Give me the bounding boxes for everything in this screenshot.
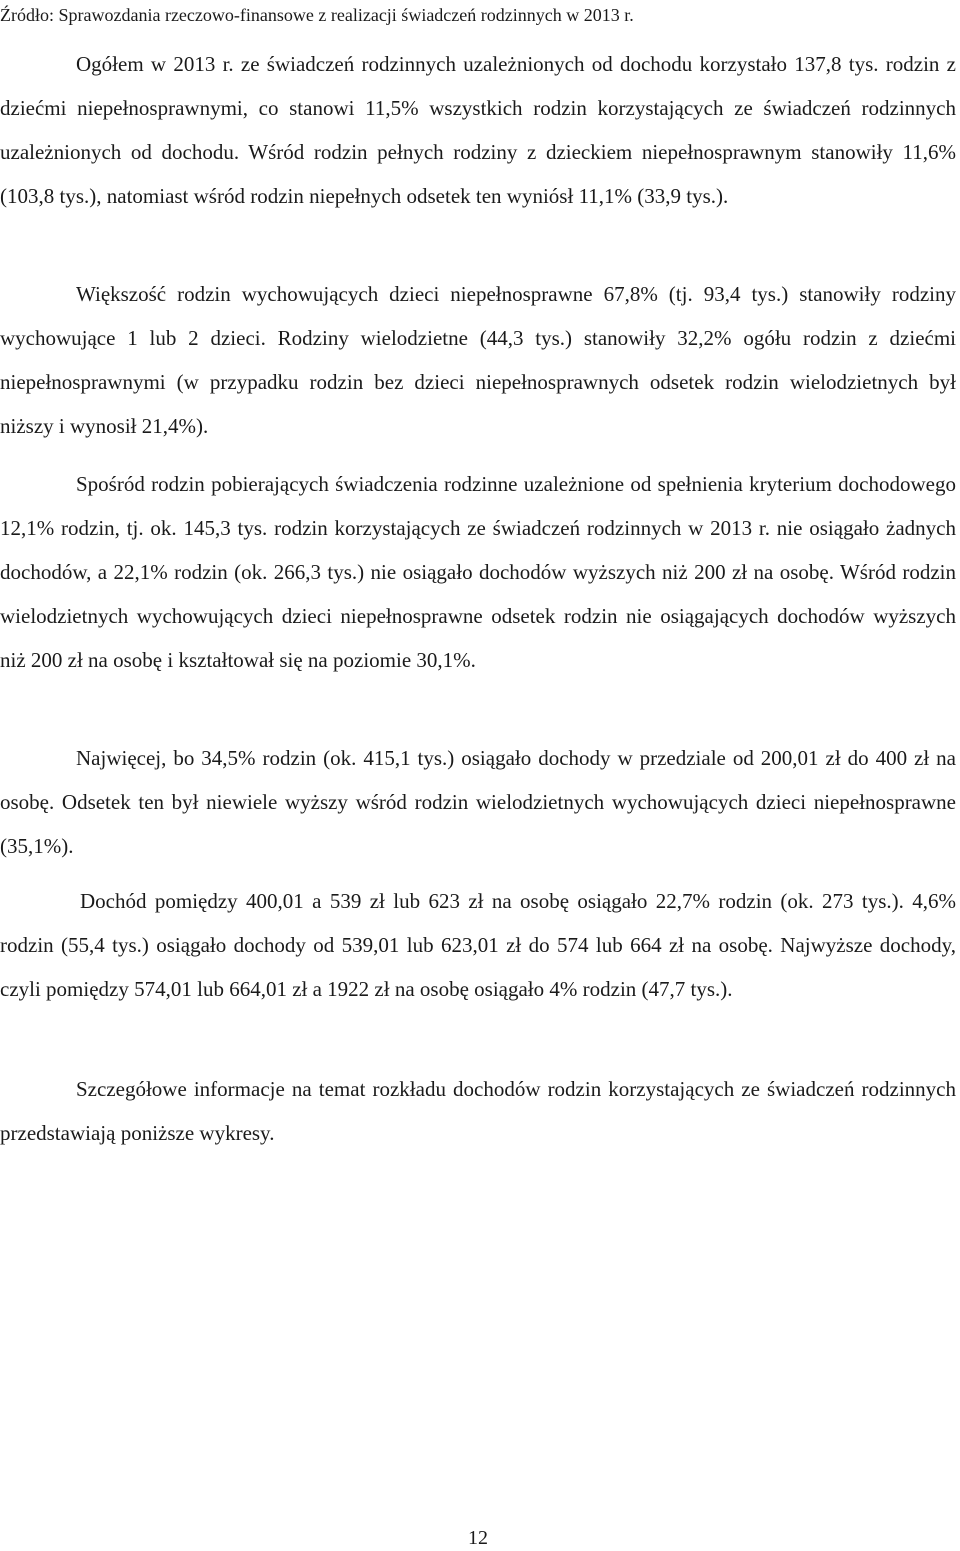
paragraph-charts-intro: Szczegółowe informacje na temat rozkładu dochodów rodzin korzystających ze świadczeń rodzinnych przedstawiają poniższe wykresy.	[0, 1077, 956, 1145]
paragraph-family-disability-share: Ogółem w 2013 r. ze świadczeń rodzinnych uzależnionych od dochodu korzystało 137,8 tys. rodzin z dziećmi niepełnosprawnymi, co stanowi 11,5% wszystkich rodzin korzystających ze świadczeń rodzinnych uzależnionych od dochodu. Wśród rodzin pełnych rodziny z dzieckiem niepełnosprawnym stanowiły 11,6% (103,8 tys.), natomiast wśród rodzin niepełnych odsetek ten wyniósł 11,1% (33,9 tys.).	[0, 52, 956, 208]
paragraph-income-criterion: Spośród rodzin pobierających świadczenia rodzinne uzależnione od spełnienia kryterium dochodowego 12,1% rodzin, tj. ok. 145,3 tys. rodzin korzystających ze świadczeń rodzinnych w 2013 r. nie osiągało żadnych dochodów, a 22,1% rodzin (ok. 266,3 tys.) nie osiągało dochodów wyższych niż 200 zł na osobę. Wśród rodzin wielodzietnych wychowujących dzieci niepełnosprawne odsetek rodzin nie osiągających dochodów wyższych niż 200 zł na osobę i kształtował się na poziomie 30,1%.	[0, 472, 956, 672]
paragraph-income-200-400: Najwięcej, bo 34,5% rodzin (ok. 415,1 tys.) osiągało dochody w przedziale od 200,01 zł do 400 zł na osobę. Odsetek ten był niewiele wyższy wśród rodzin wielodzietnych wychowujących dzieci niepełnosprawne (35,1%).	[0, 746, 956, 858]
source-note: Źródło: Sprawozdania rzeczowo-finansowe z realizacji świadczeń rodzinnych w 2013 r.	[0, 5, 634, 25]
page-number: 12	[468, 1527, 488, 1549]
paragraph-family-size: Większość rodzin wychowujących dzieci niepełnosprawne 67,8% (tj. 93,4 tys.) stanowiły rodziny wychowujące 1 lub 2 dzieci. Rodziny wielodzietne (44,3 tys.) stanowiły 32,2% ogółu rodzin z dziećmi niepełnosprawnymi (w przypadku rodzin bez dzieci niepełnosprawnych odsetek rodzin wielodzietnych był niższy i wynosił 21,4%).	[0, 282, 956, 438]
paragraph-income-higher: Dochód pomiędzy 400,01 a 539 zł lub 623 zł na osobę osiągało 22,7% rodzin (ok. 273 tys.). 4,6% rodzin (55,4 tys.) osiągało dochody od 539,01 lub 623,01 zł do 574 lub 664 zł na osobę. Najwyższe dochody, czyli pomiędzy 574,01 lub 664,01 zł a 1922 zł na osobę osiągało 4% rodzin (47,7 tys.).	[0, 889, 956, 1001]
